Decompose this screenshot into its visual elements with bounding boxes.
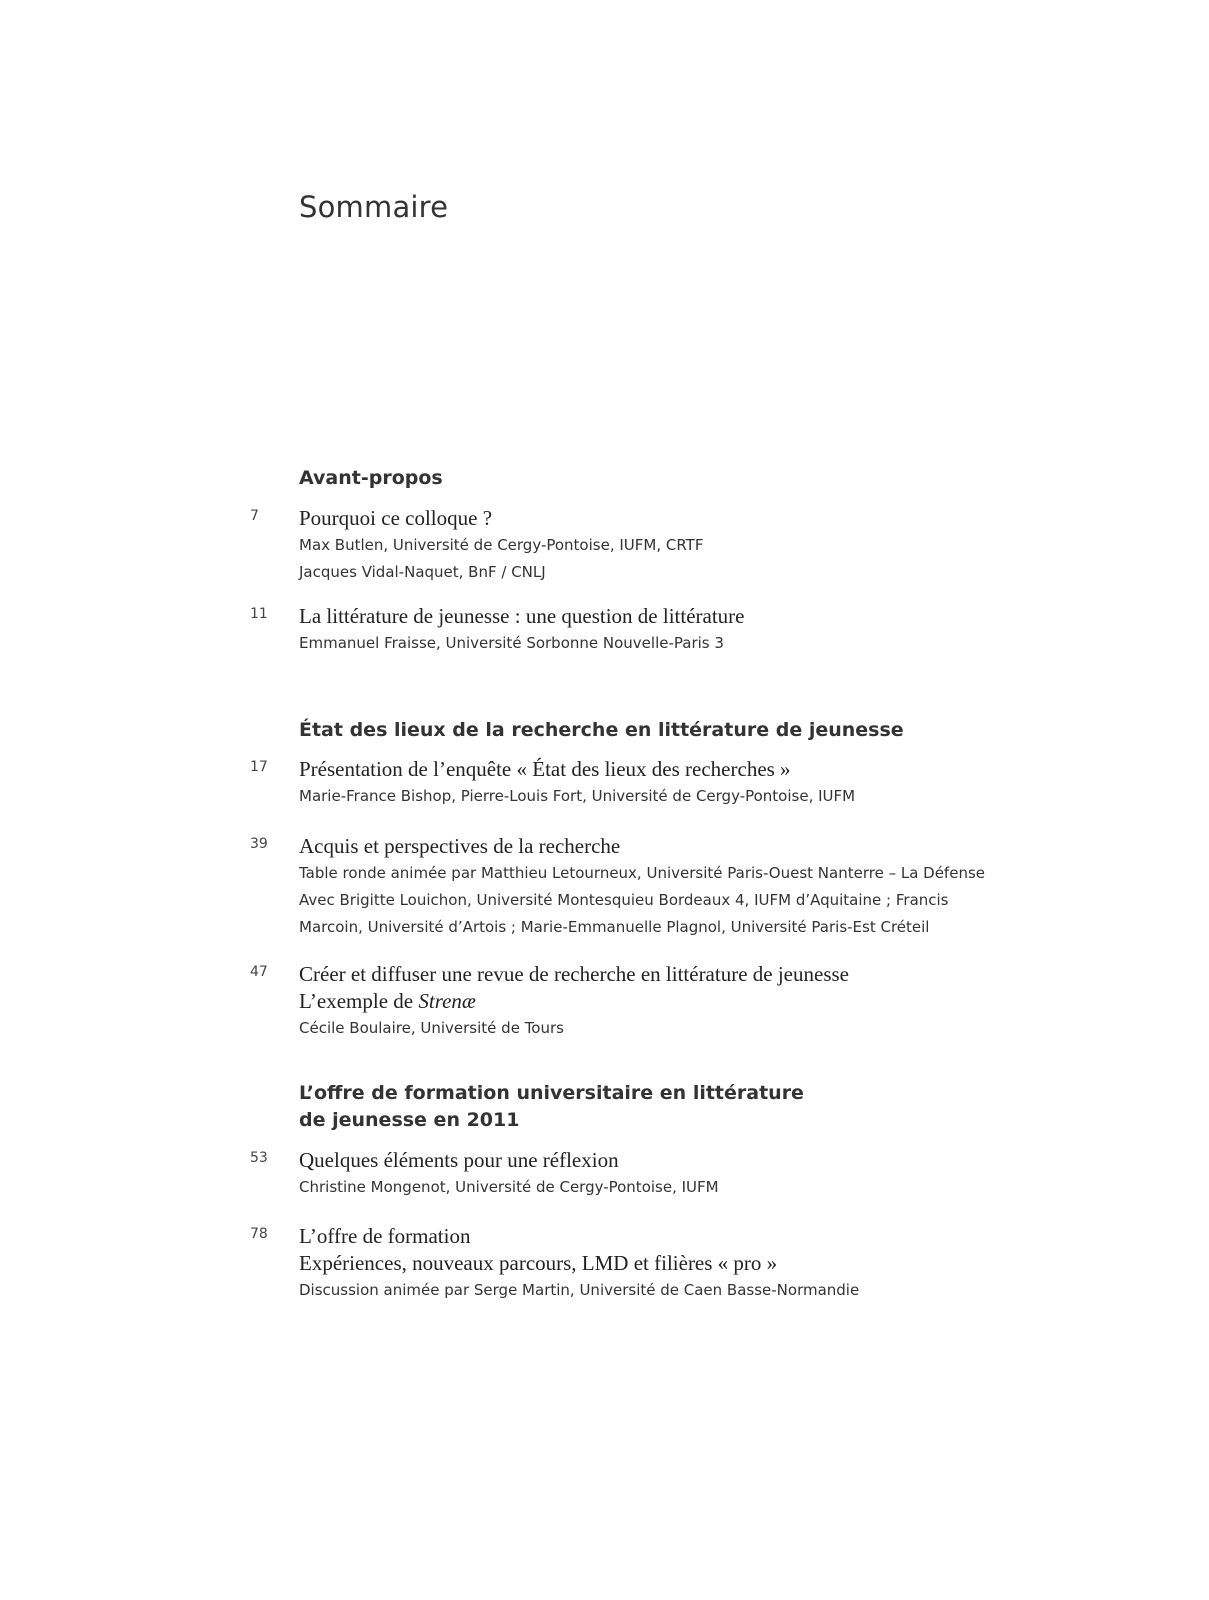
- section-heading-line: de jeunesse en 2011: [299, 1109, 520, 1131]
- entry-author: Discussion animée par Serge Martin, Université de Caen Basse-Normandie: [299, 1281, 860, 1299]
- section-heading-line: État des lieux de la recherche en littérature de jeunesse: [299, 719, 904, 741]
- section-heading-line: Avant-propos: [299, 467, 443, 489]
- section-heading-offre-de-formation: [299, 1080, 804, 1134]
- entry-author: Christine Mongenot, Université de Cergy-Pontoise, IUFM: [299, 1178, 719, 1196]
- page-number: 7: [250, 508, 259, 524]
- entry-title: Acquis et perspectives de la recherche: [299, 834, 621, 858]
- entry-author: Marie-France Bishop, Pierre-Louis Fort, Université de Cergy-Pontoise, IUFM: [299, 787, 856, 805]
- entry-title: Quelques éléments pour une réflexion: [299, 1148, 619, 1172]
- entry-title: La littérature de jeunesse : une question de littérature: [299, 604, 745, 628]
- section-heading-line: L’offre de formation universitaire en littérature: [299, 1082, 804, 1104]
- page-number: 78: [250, 1226, 268, 1242]
- entry-subtitle: [299, 988, 1059, 1015]
- page-title: Sommaire: [299, 190, 449, 224]
- entry-title: Pourquoi ce colloque ?: [299, 506, 493, 530]
- entry-subtitle-text: L’exemple de: [299, 989, 419, 1013]
- section-heading-avant-propos: [299, 465, 443, 492]
- page-number: 17: [250, 759, 268, 775]
- section-heading-etat-des-lieux: [299, 717, 904, 744]
- entry-title: Créer et diffuser une revue de recherche en littérature de jeunesse: [299, 962, 849, 986]
- entry-author: Emmanuel Fraisse, Université Sorbonne Nouvelle-Paris 3: [299, 634, 724, 652]
- page-number: 39: [250, 836, 268, 852]
- entry-subtitle: Expériences, nouveaux parcours, LMD et filières « pro »: [299, 1251, 778, 1275]
- entry-author: Table ronde animée par Matthieu Letourneux, Université Paris-Ouest Nanterre – La Défense: [299, 864, 985, 882]
- page-number: 11: [250, 606, 268, 622]
- entry-title: L’offre de formation: [299, 1224, 471, 1248]
- entry-author: Max Butlen, Université de Cergy-Pontoise, IUFM, CRTF: [299, 536, 704, 554]
- page-number: 47: [250, 964, 268, 980]
- page-number: 53: [250, 1150, 268, 1166]
- entry-author: Marcoin, Université d’Artois ; Marie-Emmanuelle Plagnol, Université Paris-Est Créteil: [299, 918, 930, 936]
- entry-title: Présentation de l’enquête « État des lieux des recherches »: [299, 757, 791, 781]
- entry-author: Jacques Vidal-Naquet, BnF / CNLJ: [299, 563, 546, 581]
- journal-title: Strenæ: [418, 989, 476, 1013]
- entry-author: Avec Brigitte Louichon, Université Montesquieu Bordeaux 4, IUFM d’Aquitaine ; Francis: [299, 891, 949, 909]
- entry-author: Cécile Boulaire, Université de Tours: [299, 1019, 564, 1037]
